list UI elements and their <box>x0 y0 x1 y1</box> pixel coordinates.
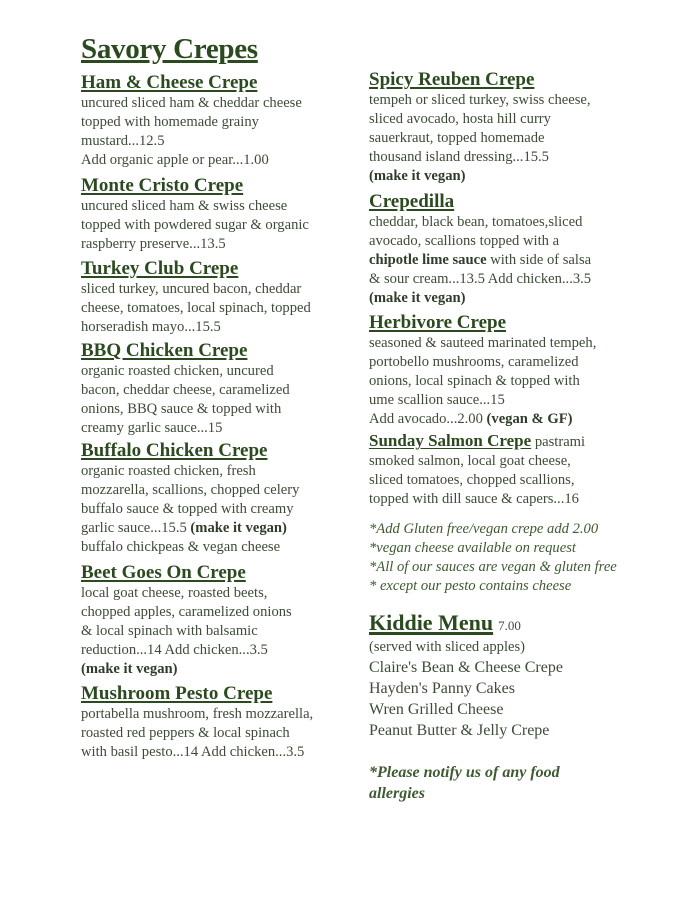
vegan-option: (make it vegan) <box>369 290 466 306</box>
desc-line: onions, local spinach & topped with <box>369 373 580 389</box>
desc-line: sliced turkey, uncured bacon, cheddar <box>81 281 302 297</box>
desc-line: raspberry preserve...13.5 <box>81 236 226 252</box>
desc-line: sauerkraut, topped homemade <box>369 130 545 146</box>
desc-line: reduction...14 Add chicken...3.5 <box>81 642 268 658</box>
menu-item-beet-goes-on <box>81 562 292 679</box>
item-title: Monte Cristo Crepe <box>81 175 244 196</box>
item-title: Crepedilla <box>369 191 455 212</box>
desc-line: bacon, cheddar cheese, caramelized <box>81 382 290 398</box>
desc-line <box>369 431 585 452</box>
kiddie-item: Hayden's Panny Cakes <box>369 680 515 697</box>
vegan-option: (make it vegan) <box>369 168 466 184</box>
desc-line: roasted red peppers & local spinach <box>81 725 290 741</box>
item-description <box>81 197 309 254</box>
menu-item-turkey-club <box>81 258 311 337</box>
menu-item-sunday-salmon <box>369 431 585 509</box>
item-description <box>81 280 311 337</box>
item-description <box>369 213 591 308</box>
desc-line <box>81 519 299 538</box>
desc-line: & local spinach with balsamic <box>81 623 258 639</box>
item-title: Mushroom Pesto Crepe <box>81 683 273 704</box>
kiddie-title: Kiddie Menu <box>369 610 494 635</box>
menu-item-crepedilla <box>369 191 591 308</box>
desc-line: buffalo chickpeas & vegan cheese <box>81 539 281 555</box>
desc-line: creamy garlic sauce...15 <box>81 420 223 436</box>
note: *vegan cheese available on request <box>369 540 576 556</box>
note: *All of our sauces are vegan & gluten free <box>369 559 617 575</box>
kiddie-item: Wren Grilled Cheese <box>369 701 504 718</box>
item-description <box>369 431 585 509</box>
item-title: Herbivore Crepe <box>369 312 507 333</box>
item-title: Turkey Club Crepe <box>81 258 239 279</box>
item-description <box>81 362 290 438</box>
item-title: Sunday Salmon Crepe <box>369 431 532 450</box>
menu-item-buffalo-chicken <box>81 440 299 557</box>
desc-line: portabella mushroom, fresh mozzarella, <box>81 706 314 722</box>
diet-tag: (vegan & GF) <box>486 411 573 427</box>
menu-item-ham-cheese <box>81 72 302 170</box>
desc-line: buffalo sauce & topped with creamy <box>81 501 294 517</box>
item-description <box>81 584 292 679</box>
desc-line: chopped apples, caramelized onions <box>81 604 292 620</box>
vegan-option: (make it vegan) <box>190 520 287 536</box>
desc-line: organic roasted chicken, fresh <box>81 463 256 479</box>
price-text: garlic sauce...15.5 <box>81 520 191 536</box>
kiddie-price: 7.00 <box>498 618 521 633</box>
item-title: Buffalo Chicken Crepe <box>81 440 268 461</box>
desc-text: with side of salsa <box>486 252 592 268</box>
desc-line: ume scallion sauce...15 <box>369 392 505 408</box>
item-title: BBQ Chicken Crepe <box>81 340 248 361</box>
vegan-option: (make it vegan) <box>81 661 178 677</box>
desc-line: cheese, tomatoes, local spinach, topped <box>81 300 311 316</box>
desc-line: onions, BBQ sauce & topped with <box>81 401 282 417</box>
desc-line: sliced avocado, hosta hill curry <box>369 111 551 127</box>
desc-line: topped with homemade grainy <box>81 114 259 130</box>
desc-line: Add organic apple or pear...1.00 <box>81 152 269 168</box>
desc-line <box>369 410 596 429</box>
item-description <box>81 94 302 170</box>
desc-line: avocado, scallions topped with a <box>369 233 560 249</box>
item-description <box>81 705 313 762</box>
item-description <box>369 334 596 429</box>
menu-item-bbq-chicken <box>81 340 290 438</box>
note: *Add Gluten free/vegan crepe add 2.00 <box>369 521 599 537</box>
kiddie-menu <box>369 610 563 741</box>
notes-section <box>369 520 617 596</box>
item-title: Beet Goes On Crepe <box>81 562 246 583</box>
note: * except our pesto contains cheese <box>369 578 572 594</box>
desc-line: mustard...12.5 <box>81 133 165 149</box>
desc-line: uncured sliced ham & swiss cheese <box>81 198 288 214</box>
desc-line: topped with dill sauce & capers...16 <box>369 491 579 507</box>
item-description <box>81 462 299 557</box>
kiddie-item: Peanut Butter & Jelly Crepe <box>369 722 550 739</box>
desc-line: thousand island dressing...15.5 <box>369 149 549 165</box>
desc-line: portobello mushrooms, caramelized <box>369 354 579 370</box>
desc-line <box>369 251 591 270</box>
desc-line: sliced tomatoes, chopped scallions, <box>369 472 575 488</box>
kiddie-subtitle: (served with sliced apples) <box>369 639 526 655</box>
kiddie-items <box>369 657 563 741</box>
desc-line: with basil pesto...14 Add chicken...3.5 <box>81 744 305 760</box>
desc-line: topped with powdered sugar & organic <box>81 217 309 233</box>
desc-line: & sour cream...13.5 Add chicken...3.5 <box>369 271 592 287</box>
desc-line: local goat cheese, roasted beets, <box>81 585 268 601</box>
item-title: Spicy Reuben Crepe <box>369 69 535 90</box>
kiddie-item: Claire's Bean & Cheese Crepe <box>369 659 563 676</box>
desc-text: pastrami <box>531 434 586 450</box>
menu-item-herbivore <box>369 312 596 429</box>
allergy-notice <box>369 762 560 804</box>
desc-line: mozzarella, scallions, chopped celery <box>81 482 300 498</box>
desc-line: horseradish mayo...15.5 <box>81 319 221 335</box>
desc-line: smoked salmon, local goat cheese, <box>369 453 571 469</box>
allergy-line: allergies <box>369 785 425 802</box>
menu-item-spicy-reuben <box>369 69 591 186</box>
desc-line: uncured sliced ham & cheddar cheese <box>81 95 302 111</box>
allergy-line: *Please notify us of any food <box>369 764 560 781</box>
desc-line: cheddar, black bean, tomatoes,sliced <box>369 214 583 230</box>
desc-line: organic roasted chicken, uncured <box>81 363 274 379</box>
item-title: Ham & Cheese Crepe <box>81 72 258 93</box>
page-title: Savory Crepes <box>81 33 258 65</box>
desc-line: tempeh or sliced turkey, swiss cheese, <box>369 92 591 108</box>
menu-item-mushroom-pesto <box>81 683 313 762</box>
desc-line: seasoned & sauteed marinated tempeh, <box>369 335 597 351</box>
addon-text: Add avocado...2.00 <box>369 411 487 427</box>
menu-item-monte-cristo <box>81 175 309 254</box>
sauce-highlight: chipotle lime sauce <box>369 252 487 268</box>
item-description <box>369 91 591 186</box>
